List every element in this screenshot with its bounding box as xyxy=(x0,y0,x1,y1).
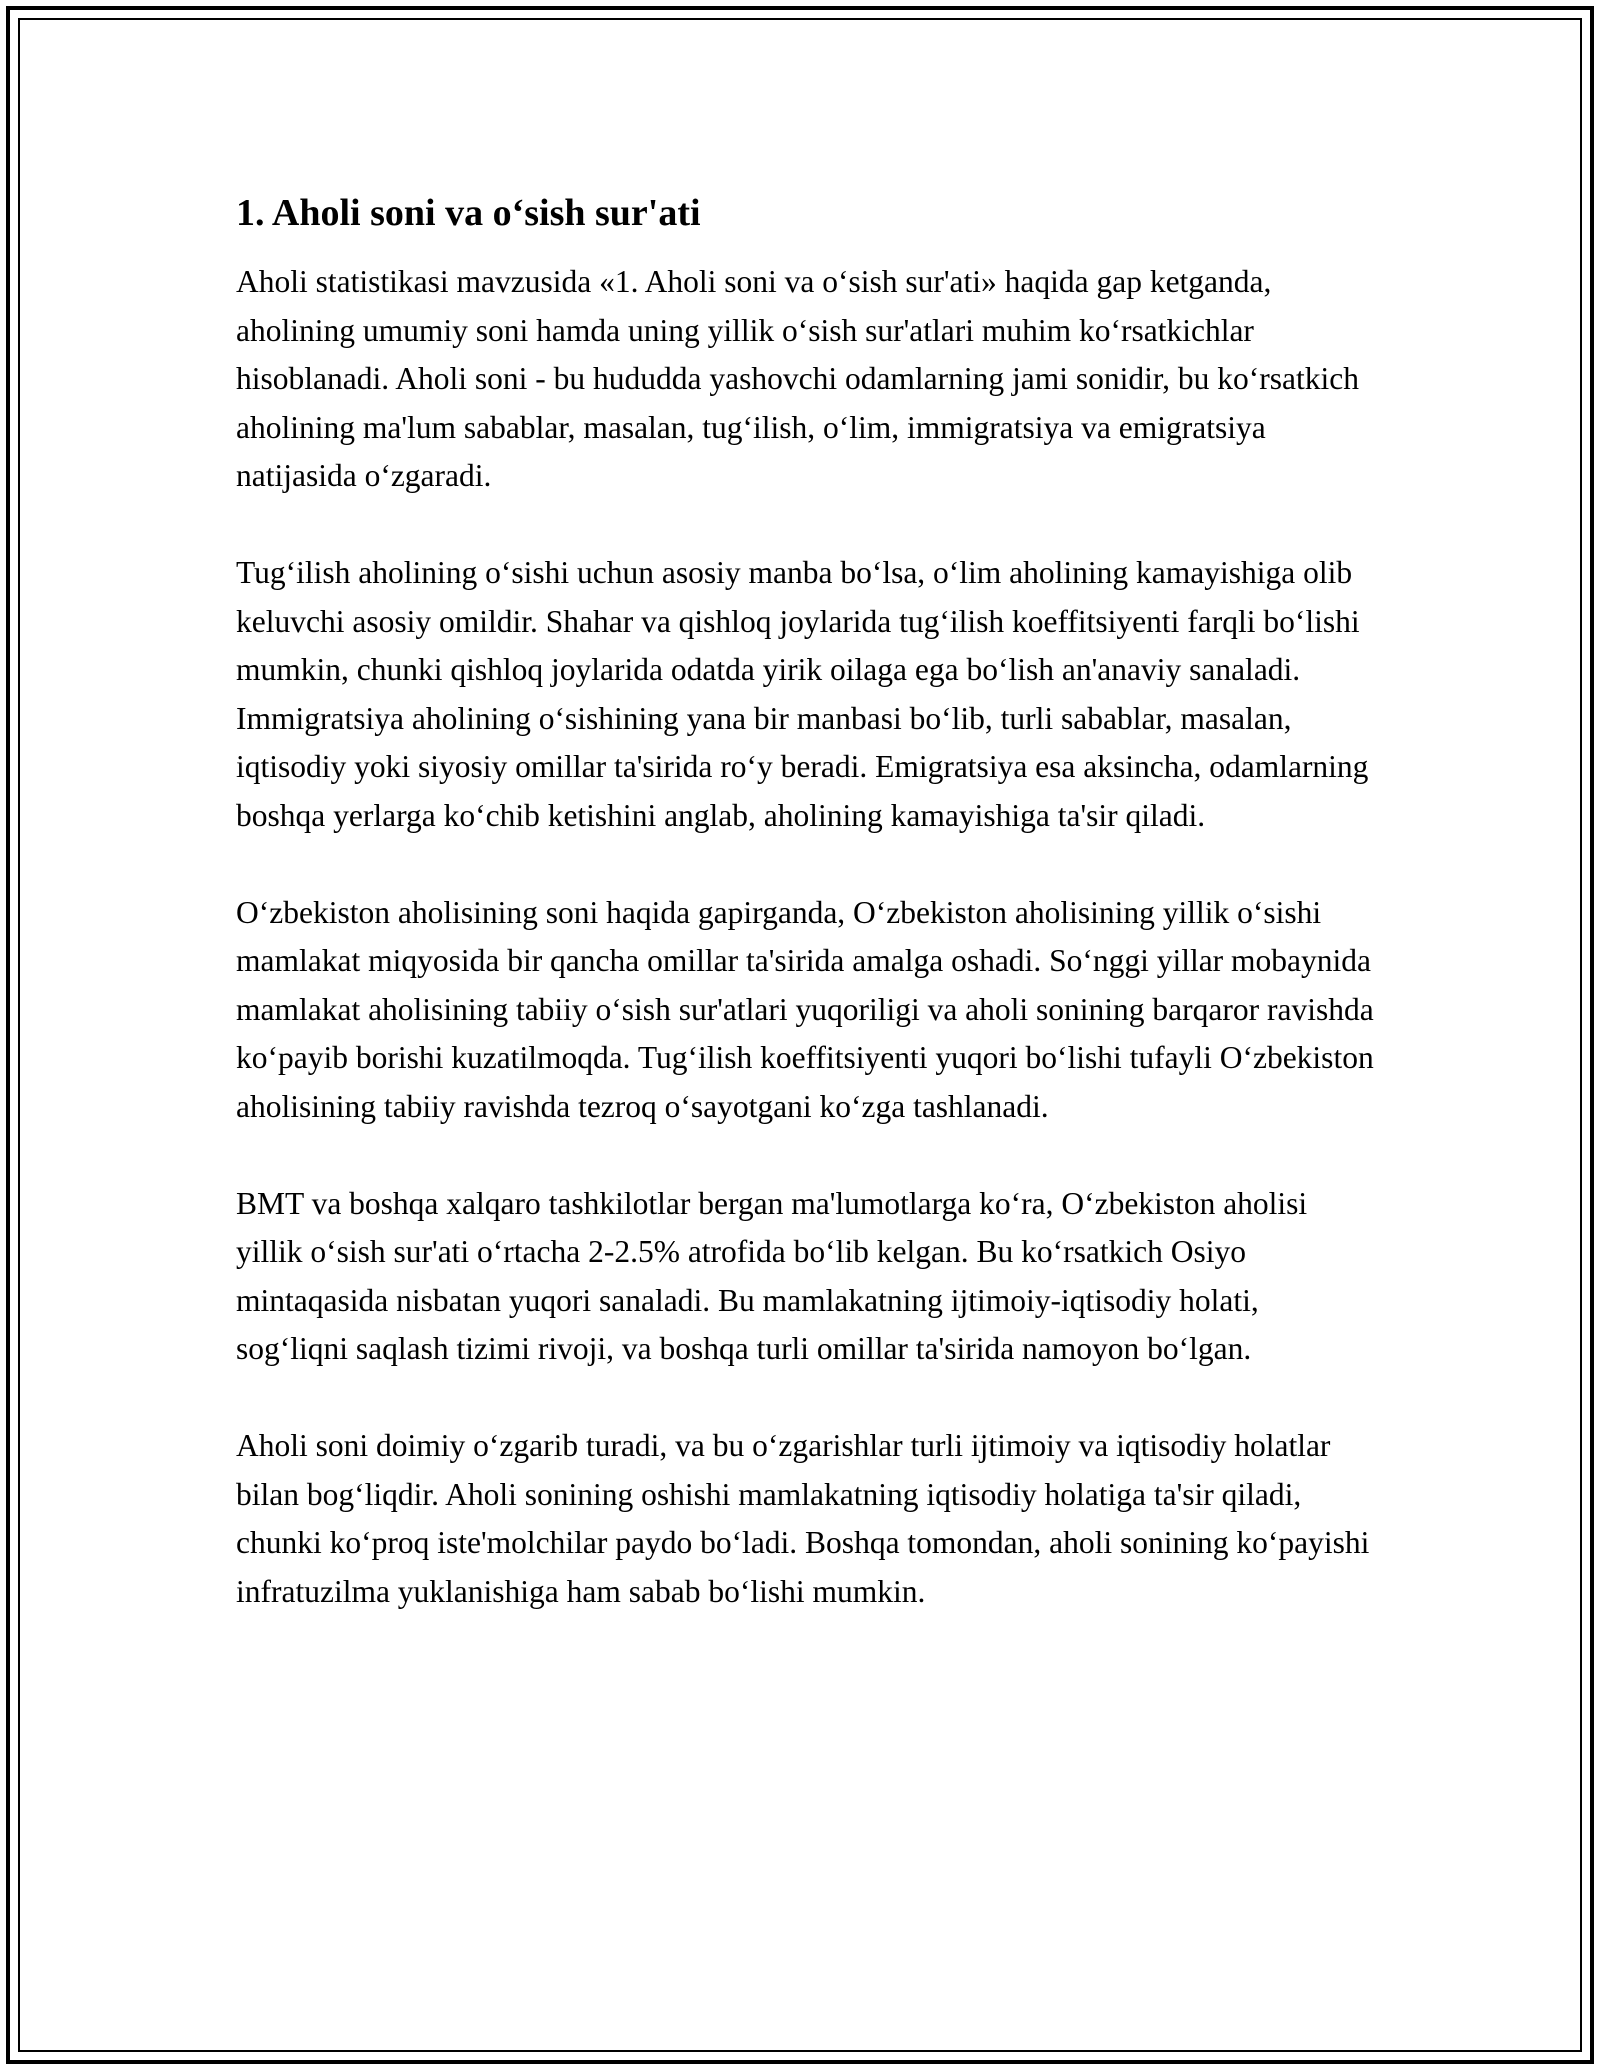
paragraph-1: Aholi statistikasi mavzusida «1. Aholi soni va o‘sish sur'ati» haqida gap ketganda, aholining umumiy soni hamda uning yillik o‘sish sur'atlari muhim ko‘rsatkichlar hisoblanadi. Aholi soni - bu hududda yashovchi odamlarning jami sonidir, bu ko‘rsatkich aholining ma'lum sabablar, masalan, tug‘ilish, o‘lim, immigratsiya va emigratsiya natijasida o‘zgaradi. xyxy=(236,264,1359,493)
document-body xyxy=(236,188,1376,1616)
paragraph-2: Tug‘ilish aholining o‘sishi uchun asosiy manba bo‘lsa, o‘lim aholining kamayishiga olib keluvchi asosiy omildir. Shahar va qishloq joylarida tug‘ilish koeffitsiyenti farqli bo‘lishi mumkin, chunki qishloq joylarida odatda yirik oilaga ega bo‘lish an'anaviy sanaladi. Immigratsiya aholining o‘sishining yana bir manbasi bo‘lib, turli sabablar, masalan, iqtisodiy yoki siyosiy omillar ta'sirida ro‘y beradi. Emigratsiya esa aksincha, odamlarning boshqa yerlarga ko‘chib ketishini anglab, aholining kamayishiga ta'sir qiladi. xyxy=(236,555,1369,833)
section-heading: 1. Aholi soni va o‘sish sur'ati xyxy=(236,192,701,234)
paragraph-4: BMT va boshqa xalqaro tashkilotlar bergan ma'lumotlarga ko‘ra, O‘zbekiston aholisi yillik o‘sish sur'ati o‘rtacha 2-2.5% atrofida bo‘lib kelgan. Bu ko‘rsatkich Osiyo mintaqasida nisbatan yuqori sanaladi. Bu mamlakatning ijtimoiy-iqtisodiy holati, sog‘liqni saqlash tizimi rivoji, va boshqa turli omillar ta'sirida namoyon bo‘lgan. xyxy=(236,1185,1308,1366)
paragraph-3: O‘zbekiston aholisining soni haqida gapirganda, O‘zbekiston aholisining yillik o‘sishi mamlakat miqyosida bir qancha omillar ta'sirida amalga oshadi. So‘nggi yillar mobaynida mamlakat aholisining tabiiy o‘sish sur'atlari yuqoriligi va aholi sonining barqaror ravishda ko‘payib borishi kuzatilmoqda. Tug‘ilish koeffitsiyenti yuqori bo‘lishi tufayli O‘zbekiston aholisining tabiiy ravishda tezroq o‘sayotgani ko‘zga tashlanadi. xyxy=(236,894,1374,1124)
paragraph-5: Aholi soni doimiy o‘zgarib turadi, va bu o‘zgarishlar turli ijtimoiy va iqtisodiy holatlar bilan bog‘liqdir. Aholi sonining oshishi mamlakatning iqtisodiy holatiga ta'sir qiladi, chunki ko‘proq iste'molchilar paydo bo‘ladi. Boshqa tomondan, aholi sonining ko‘payishi infratuzilma yuklanishiga ham sabab bo‘lishi mumkin. xyxy=(236,1428,1370,1609)
